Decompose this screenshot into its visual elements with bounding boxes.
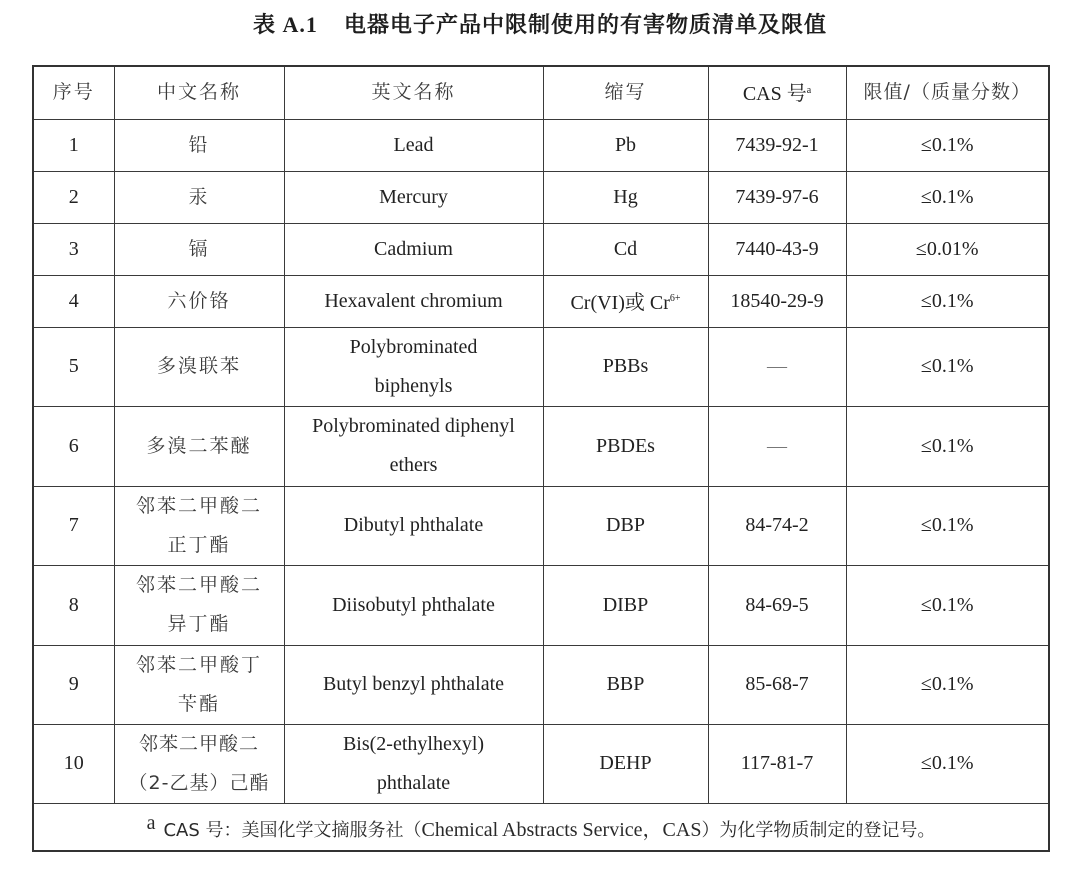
cell-index: 1 <box>33 119 114 171</box>
cell-abbr: DIBP <box>543 565 708 645</box>
cell-cn-name: 多溴二苯醚 <box>114 406 284 486</box>
cell-index: 7 <box>33 486 114 565</box>
table-row <box>33 486 1049 565</box>
cell-index: 10 <box>33 724 114 803</box>
cell-cas: 7439-97-6 <box>708 171 846 223</box>
cell-cas: 18540-29-9 <box>708 275 846 327</box>
cell-en-name <box>284 406 543 486</box>
table-row <box>33 327 1049 406</box>
cell-abbr: Hg <box>543 171 708 223</box>
table-row <box>33 724 1049 803</box>
en-name-line-2: phthalate <box>376 771 451 794</box>
cell-cn-name <box>114 724 284 803</box>
en-name-line-1: Polybrominated <box>349 335 478 358</box>
header-en-name: 英文名称 <box>284 66 543 119</box>
cell-cn-name: 六价铬 <box>114 275 284 327</box>
en-name-line-1: Polybrominated diphenyl <box>312 415 515 437</box>
cell-cn-name: 多溴联苯 <box>114 327 284 406</box>
cell-cn-name <box>114 486 284 565</box>
cell-limit: ≤0.1% <box>846 327 1049 406</box>
table-row <box>33 406 1049 486</box>
cell-en-name: Cadmium <box>284 223 543 275</box>
cell-abbr: DBP <box>543 486 708 565</box>
cell-cas: — <box>708 406 846 486</box>
cell-abbr: PBDEs <box>543 406 708 486</box>
abbr-text: Cr(VI)或 Cr <box>570 292 670 314</box>
footnote-text-2: Chemical Abstracts Service，CAS <box>421 818 702 841</box>
cell-en-name: Dibutyl phthalate <box>284 486 543 565</box>
cn-name-line-1: 邻苯二甲酸二 <box>135 494 262 517</box>
cell-limit: ≤0.1% <box>846 486 1049 565</box>
header-index: 序号 <box>33 66 114 119</box>
cell-cn-name: 汞 <box>114 171 284 223</box>
footnote-text-3: ）为化学物质制定的登记号。 <box>701 819 936 841</box>
cell-abbr <box>543 275 708 327</box>
cell-index: 3 <box>33 223 114 275</box>
cell-limit: ≤0.1% <box>846 565 1049 645</box>
header-cn-name: 中文名称 <box>114 66 284 119</box>
cell-abbr: Pb <box>543 119 708 171</box>
cell-limit: ≤0.01% <box>846 223 1049 275</box>
cell-index: 9 <box>33 645 114 724</box>
cell-cas: 84-74-2 <box>708 486 846 565</box>
en-name-line-1: Bis(2-ethylhexyl) <box>342 732 485 755</box>
cell-limit: ≤0.1% <box>846 406 1049 486</box>
cell-index: 4 <box>33 275 114 327</box>
cell-abbr: PBBs <box>543 327 708 406</box>
en-name-line-2: biphenyls <box>374 374 453 397</box>
cell-en-name <box>284 724 543 803</box>
cn-name-line-2: 正丁酯 <box>167 533 231 556</box>
cell-cn-name: 镉 <box>114 223 284 275</box>
table-row <box>33 119 1049 171</box>
table-title-text: 电器电子产品中限制使用的有害物质清单及限值 <box>343 13 827 38</box>
cell-limit: ≤0.1% <box>846 645 1049 724</box>
cell-en-name: Hexavalent chromium <box>284 275 543 327</box>
header-cas <box>708 66 846 119</box>
cell-abbr: BBP <box>543 645 708 724</box>
table-footnote <box>33 803 1049 851</box>
footnote-row <box>33 803 1049 851</box>
table-row <box>33 565 1049 645</box>
hazardous-substances-table <box>32 65 1050 852</box>
cell-en-name: Mercury <box>284 171 543 223</box>
cell-cas: 85-68-7 <box>708 645 846 724</box>
table-row <box>33 275 1049 327</box>
table-row <box>33 645 1049 724</box>
cell-index: 6 <box>33 406 114 486</box>
cell-en-name: Butyl benzyl phthalate <box>284 645 543 724</box>
cell-cas: 117-81-7 <box>708 724 846 803</box>
header-limit: 限值/（质量分数） <box>846 66 1049 119</box>
cell-limit: ≤0.1% <box>846 724 1049 803</box>
en-name-line-2: ethers <box>389 454 438 476</box>
cell-en-name <box>284 327 543 406</box>
table-row <box>33 171 1049 223</box>
cn-name-line-2: 苄酯 <box>177 692 220 715</box>
header-cas-footnote-mark: a <box>806 85 812 97</box>
cell-abbr: Cd <box>543 223 708 275</box>
cell-limit: ≤0.1% <box>846 275 1049 327</box>
cell-index: 5 <box>33 327 114 406</box>
abbr-superscript: 6+ <box>669 293 681 304</box>
cn-name-line-2: 异丁酯 <box>167 613 231 635</box>
footnote-text-1: CAS 号：美国化学文摘服务社（ <box>163 819 422 841</box>
cell-cn-name <box>114 645 284 724</box>
cell-cas: 7439-92-1 <box>708 119 846 171</box>
cn-name-line-2: （2-乙基）己酯 <box>128 771 270 794</box>
cell-abbr: DEHP <box>543 724 708 803</box>
cn-name-line-1: 邻苯二甲酸二 <box>135 574 262 596</box>
table-number: 表 A.1 <box>253 12 318 37</box>
header-row <box>33 66 1049 119</box>
cell-limit: ≤0.1% <box>846 171 1049 223</box>
cell-cn-name: 铅 <box>114 119 284 171</box>
cn-name-line-1: 邻苯二甲酸二 <box>138 732 259 755</box>
cell-en-name: Lead <box>284 119 543 171</box>
cell-en-name: Diisobutyl phthalate <box>284 565 543 645</box>
header-cas-label: CAS 号 <box>742 83 807 106</box>
cell-cas: — <box>708 327 846 406</box>
cn-name-line-1: 邻苯二甲酸丁 <box>135 653 262 676</box>
cell-cas: 84-69-5 <box>708 565 846 645</box>
header-abbr: 缩写 <box>543 66 708 119</box>
footnote-mark: a <box>146 811 156 834</box>
table-row <box>33 223 1049 275</box>
table-title <box>0 8 1080 39</box>
cell-index: 2 <box>33 171 114 223</box>
cell-limit: ≤0.1% <box>846 119 1049 171</box>
cell-cn-name <box>114 565 284 645</box>
cell-cas: 7440-43-9 <box>708 223 846 275</box>
cell-index: 8 <box>33 565 114 645</box>
